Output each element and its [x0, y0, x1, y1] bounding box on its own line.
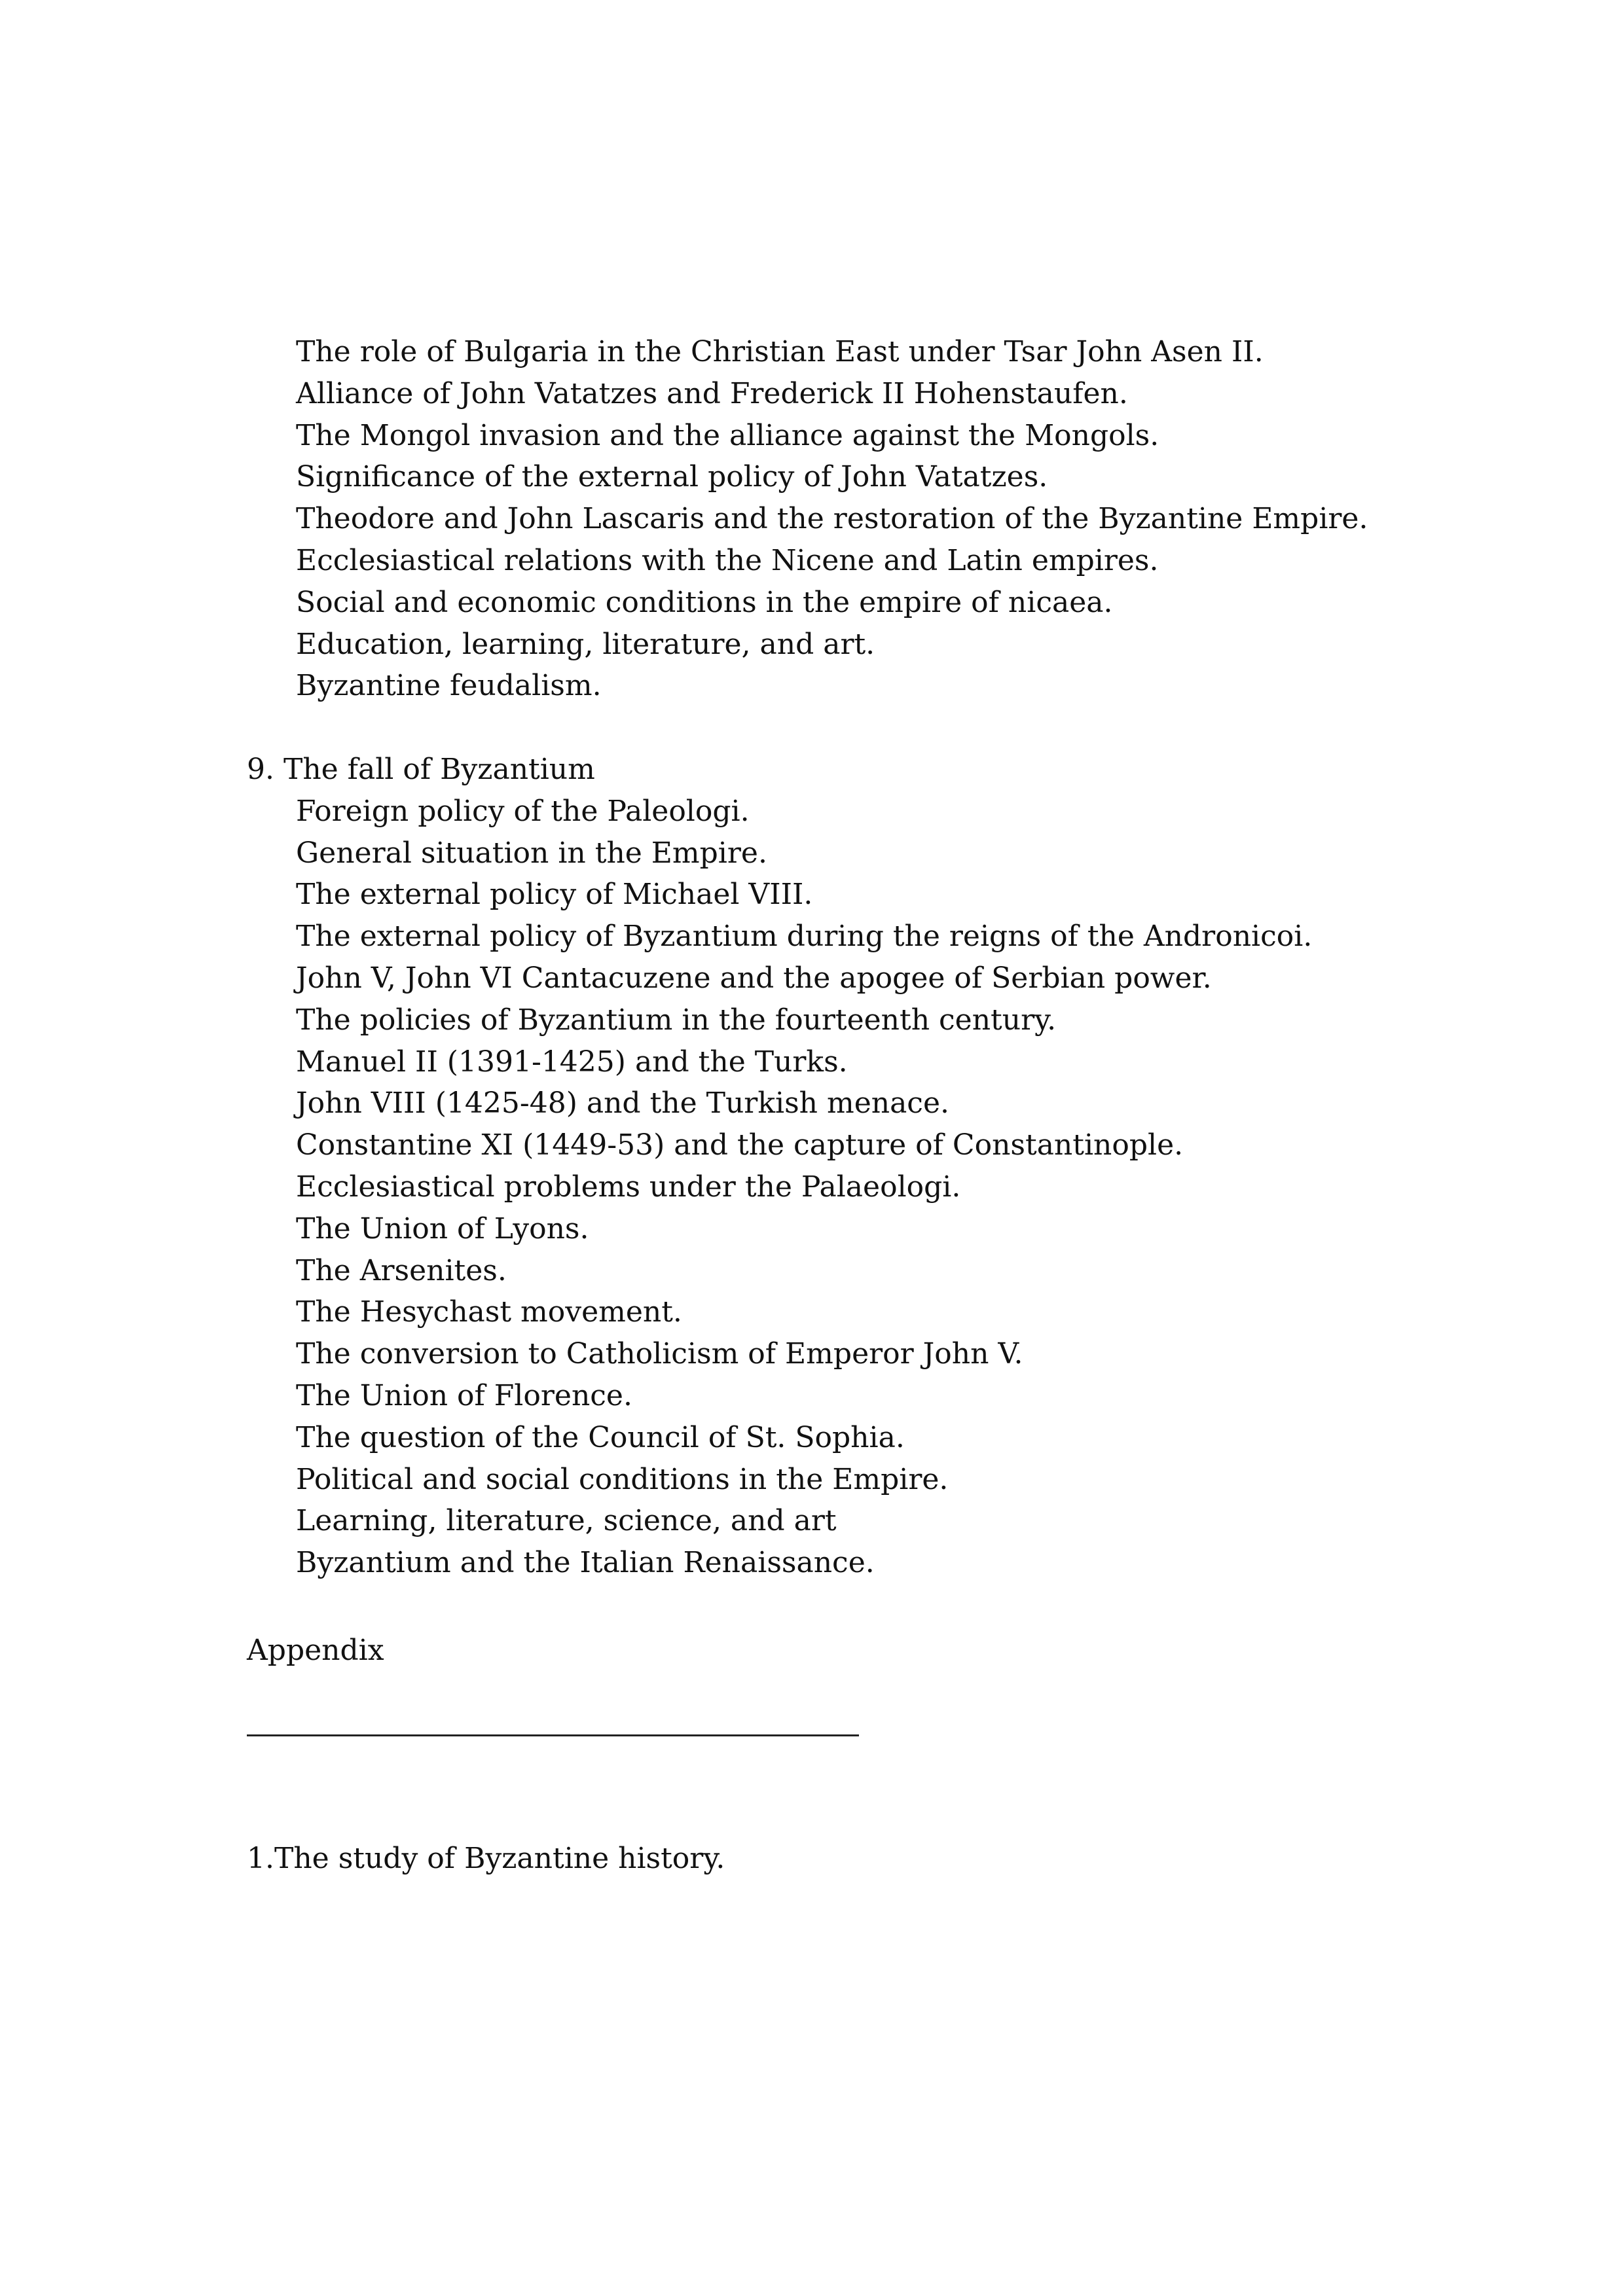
topic-line: The Arsenites.: [296, 1253, 507, 1287]
topic-line: The Union of Florence.: [296, 1378, 632, 1412]
topic-line: Foreign policy of the Paleologi.: [296, 794, 750, 828]
topic-line: The question of the Council of St. Sophia.: [296, 1420, 905, 1454]
topic-line: Byzantium and the Italian Renaissance.: [296, 1546, 875, 1580]
topic-line: The Union of Lyons.: [296, 1211, 589, 1246]
chapter-9-section: [0, 749, 1312, 1584]
topic-line: The role of Bulgaria in the Christian East under Tsar John Asen II.: [296, 335, 1264, 368]
topic-line: The external policy of Michael VIII.: [296, 878, 813, 912]
topic-line: Ecclesiastical relations with the Nicene and Latin empires.: [296, 543, 1159, 577]
topic-line: Theodore and John Lascaris and the restoration of the Byzantine Empire.: [296, 502, 1368, 536]
topic-line: John VIII (1425-48) and the Turkish menace.: [296, 1086, 949, 1121]
topic-line: The external policy of Byzantium during the reigns of the Andronicoi.: [296, 920, 1313, 954]
topic-line: The Hesychast movement.: [296, 1295, 682, 1329]
topic-line: Manuel II (1391-1425) and the Turks.: [296, 1045, 848, 1079]
topic-line: Byzantine feudalism.: [296, 669, 602, 703]
topic-line: John V, John VI Cantacuzene and the apogee of Serbian power.: [296, 961, 1212, 995]
nicaea-topic-list: [0, 331, 1368, 707]
topic-line: Constantine XI (1449-53) and the capture of Constantinople.: [296, 1128, 1184, 1162]
topic-line: Social and economic conditions in the empire of nicaea.: [296, 585, 1113, 619]
topic-line: The Mongol invasion and the alliance against the Mongols.: [296, 418, 1159, 452]
appendix-first-entry: 1.The study of Byzantine history.: [247, 1842, 725, 1875]
topic-line: Learning, literature, science, and art: [296, 1504, 837, 1538]
chapter-heading: 9. The fall of Byzantium: [247, 753, 595, 786]
topic-line: Ecclesiastical problems under the Palaeologi.: [296, 1170, 961, 1204]
section-divider: [247, 1734, 859, 1736]
topic-line: Political and social conditions in the Empire.: [296, 1462, 949, 1496]
topic-line: The conversion to Catholicism of Emperor John V.: [296, 1337, 1023, 1371]
appendix-heading: Appendix: [247, 1634, 384, 1667]
topic-line: Alliance of John Vatatzes and Frederick II Hohenstaufen.: [296, 376, 1128, 410]
topic-line: General situation in the Empire.: [296, 836, 767, 870]
topic-line: The policies of Byzantium in the fourteenth century.: [296, 1003, 1057, 1037]
topic-line: Significance of the external policy of John Vatatzes.: [296, 460, 1048, 494]
topic-line: Education, learning, literature, and art.: [296, 627, 875, 661]
